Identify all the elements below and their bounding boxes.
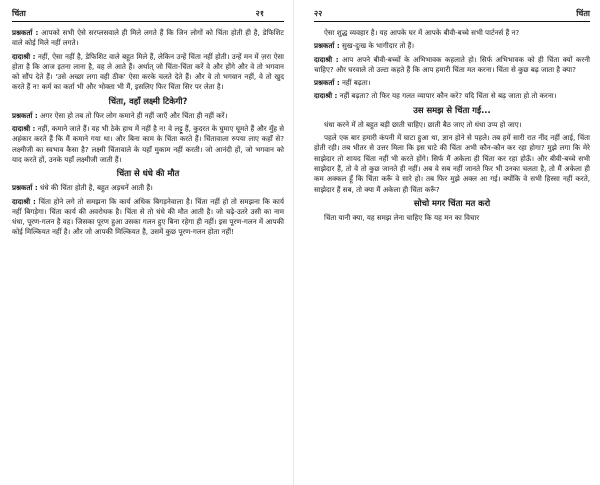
paragraph bbox=[314, 78, 590, 88]
paragraph-text: आप अपने बीवी-बच्चों के अभिभावक कहलाते हो। सिर्फ अभिभावक को ही चिंता क्यों करनी चाहिए? और घरवाले तो उल्टा कहते हैं कि आप हमारी चिंता मत करना। चिंता से कुछ बढ़ जाता है क्या? bbox=[314, 54, 590, 74]
paragraph-text: नहीं, ऐसा नहीं है, डेफिशिट वाले बहुत मिले हैं, लेकिन उन्हें चिंता नहीं होती। उन्हें मन में ज़रा ऐसा होता है कि आज इतना लाना है, वह ले आते हैं। अर्थात् जो चिंता-चिंता करें वे और होंगे और वे तो भगवान को सौंप देते हैं। 'उसे अच्छा लगा वही ठीक' ऐसा करके चलते देते हैं। और वे तो भगवान नहीं, वे तो खुद करते हैं न! कर्म का कर्ता भी और भोक्ता भी मैं, इसलिए फिर चिंता सिर पर लेता है। bbox=[12, 51, 285, 92]
paragraph-text: आपको सभी ऐसे सरप्लसवाले ही मिले लगते हैं कि जिन लोगों को चिंता होती ही है, डेफिशिट वाले कोई मिले नहीं लगते। bbox=[12, 28, 285, 48]
paragraph bbox=[12, 28, 284, 49]
book-gutter bbox=[293, 0, 294, 485]
speaker-label: दादाश्री : bbox=[12, 124, 36, 134]
paragraph-text: नहीं बढ़ता। bbox=[339, 78, 371, 88]
paragraph bbox=[314, 213, 590, 223]
left-page-header bbox=[12, 8, 284, 22]
speaker-label: प्रश्नकर्ता : bbox=[314, 41, 340, 51]
running-title: चिंता bbox=[576, 9, 590, 18]
paragraph bbox=[12, 52, 284, 93]
speaker-label: दादाश्री : bbox=[12, 196, 36, 206]
left-page bbox=[0, 0, 290, 485]
paragraph bbox=[314, 120, 590, 130]
paragraph-text: ऐसा शुद्ध व्यवहार है। यह आपके घर में आपके बीवी-बच्चे सभी पार्टनर्स हैं न? bbox=[324, 28, 520, 37]
speaker-label: प्रश्नकर्ता : bbox=[12, 183, 38, 193]
paragraph-text: नहीं बढ़ता? तो फिर यह गलत व्यापार कौन करे? यदि चिंता से बढ़ जाता हो तो करना। bbox=[337, 91, 557, 101]
section-heading: सोचो मगर चिंता मत करो bbox=[413, 197, 491, 208]
paragraph bbox=[314, 55, 590, 76]
paragraph-text: अगर ऐसा हो तब तो फिर लोग कमाने ही नहीं जाएँ और चिंता ही नहीं करें। bbox=[37, 110, 228, 120]
paragraph bbox=[314, 41, 590, 51]
section-heading: चिंता, वहाँ लक्ष्मी टिकेगी? bbox=[108, 95, 188, 106]
paragraph bbox=[314, 28, 590, 38]
section-heading: चिंता से धंधे की मौत bbox=[116, 168, 180, 179]
running-title: चिंता bbox=[12, 9, 26, 18]
right-page-header bbox=[314, 8, 590, 22]
left-page-body bbox=[12, 28, 284, 238]
right-page bbox=[300, 0, 600, 485]
speaker-label: दादाश्री : bbox=[314, 54, 339, 64]
paragraph bbox=[12, 124, 284, 165]
right-page-body bbox=[314, 28, 590, 223]
speaker-label: प्रश्नकर्ता : bbox=[314, 78, 340, 88]
paragraph-text: पहले एक बार हमारी कंपनी में घाटा हुआ था, ज्ञान होने से पहले। तब हमें सारी रात नींद नहीं आई, चिंता होती रही। तब भीतर से उत्तर मिला कि इस घाटे की चिंता अभी कौन-कौन कर रहा होगा? मुझे लगा कि मेरे साझेदार तो शायद चिंता नहीं भी करते होंगे। सिर्फ मैं अकेला ही चिंता कर रहा होऊँ। और बीवी-बच्चे सभी साझेदार हैं, तो वे तो कुछ जानते ही नहीं। अब वे सब नहीं जानते फिर भी उनका चलता है, तो मैं अकेला ही कम अक्कल हूँ कि चिंता करूँ वे सारे हो। तब फिर मुझे अक्ल आ गई। क्योंकि वे सभी हिस्सा नहीं करते, साझेदार हैं सब, तो क्या मैं अकेला ही चिंता करूँ? bbox=[314, 133, 590, 194]
speaker-label: प्रश्नकर्ता : bbox=[12, 28, 39, 37]
paragraph bbox=[314, 91, 590, 101]
paragraph-text: धंधा करने में तो बहुत बड़ी छाती चाहिए। छाती बैठ जाए तो धंधा उप्प हो जाए। bbox=[324, 119, 522, 129]
paragraph bbox=[12, 111, 284, 121]
paragraph bbox=[314, 133, 590, 195]
page-number: २१ bbox=[255, 9, 264, 18]
paragraph bbox=[12, 183, 284, 193]
page-number: २२ bbox=[314, 9, 323, 18]
section-heading: उस समझ से चिंता गई... bbox=[413, 104, 491, 115]
paragraph-text: चिंता यानी क्या, यह समझ लेना चाहिए कि यह मन का विचार bbox=[324, 212, 480, 222]
paragraph-text: चिंता होने लगे तो समझना कि कार्य अधिक बिगड़नेवाला है। चिंता नहीं हो तो समझना कि कार्य नहीं बिगड़ेगा। चिंता कार्य की अवरोधक है। चिंता से तो धंधे की मौत आती है। जो चढ़े-उतरे उसी का नाम धंधा, पूरण-गलन है वह। जिसका पूरण हुआ उसका गलन हुए बिना रहेगा ही नहीं। इस पूरण-गलन में आपकी कोई मिल्कियत नहीं है। और जो आपकी मिल्कियत है, उसमें कुछ पूरण-गलन होता नहीं! bbox=[12, 196, 285, 237]
speaker-label: दादाश्री : bbox=[12, 51, 36, 61]
speaker-label: प्रश्नकर्ता : bbox=[12, 110, 38, 120]
paragraph-text: धंधे की चिंता होती है, बहुत अड़चनें आती हैं। bbox=[37, 183, 153, 193]
speaker-label: दादाश्री : bbox=[314, 91, 338, 101]
paragraph-text: नहीं, कमाने जाते हैं। वह भी ठेके हाथ में नहीं है न! वे लट्टू हैं, कुदरत के घुमाए घूमते हैं और मुँह से अहंकार करते हैं कि मैं कमाने गया था। और बिना काम के चिंता करते हैं। चिंतावाला रुपया लाए कहाँ से? लक्ष्मीजी का स्वभाव कैसा है? लक्ष्मी चिंतावाले के यहाँ मुकाम नहीं करती। जो आनंदी हों, जो भगवान को याद करते हों, उनके यहाँ लक्ष्मीजी जाती हैं। bbox=[12, 124, 285, 164]
paragraph-text: सुख-दुःख के भागीदार तो हैं। bbox=[339, 41, 415, 51]
paragraph bbox=[12, 197, 284, 238]
